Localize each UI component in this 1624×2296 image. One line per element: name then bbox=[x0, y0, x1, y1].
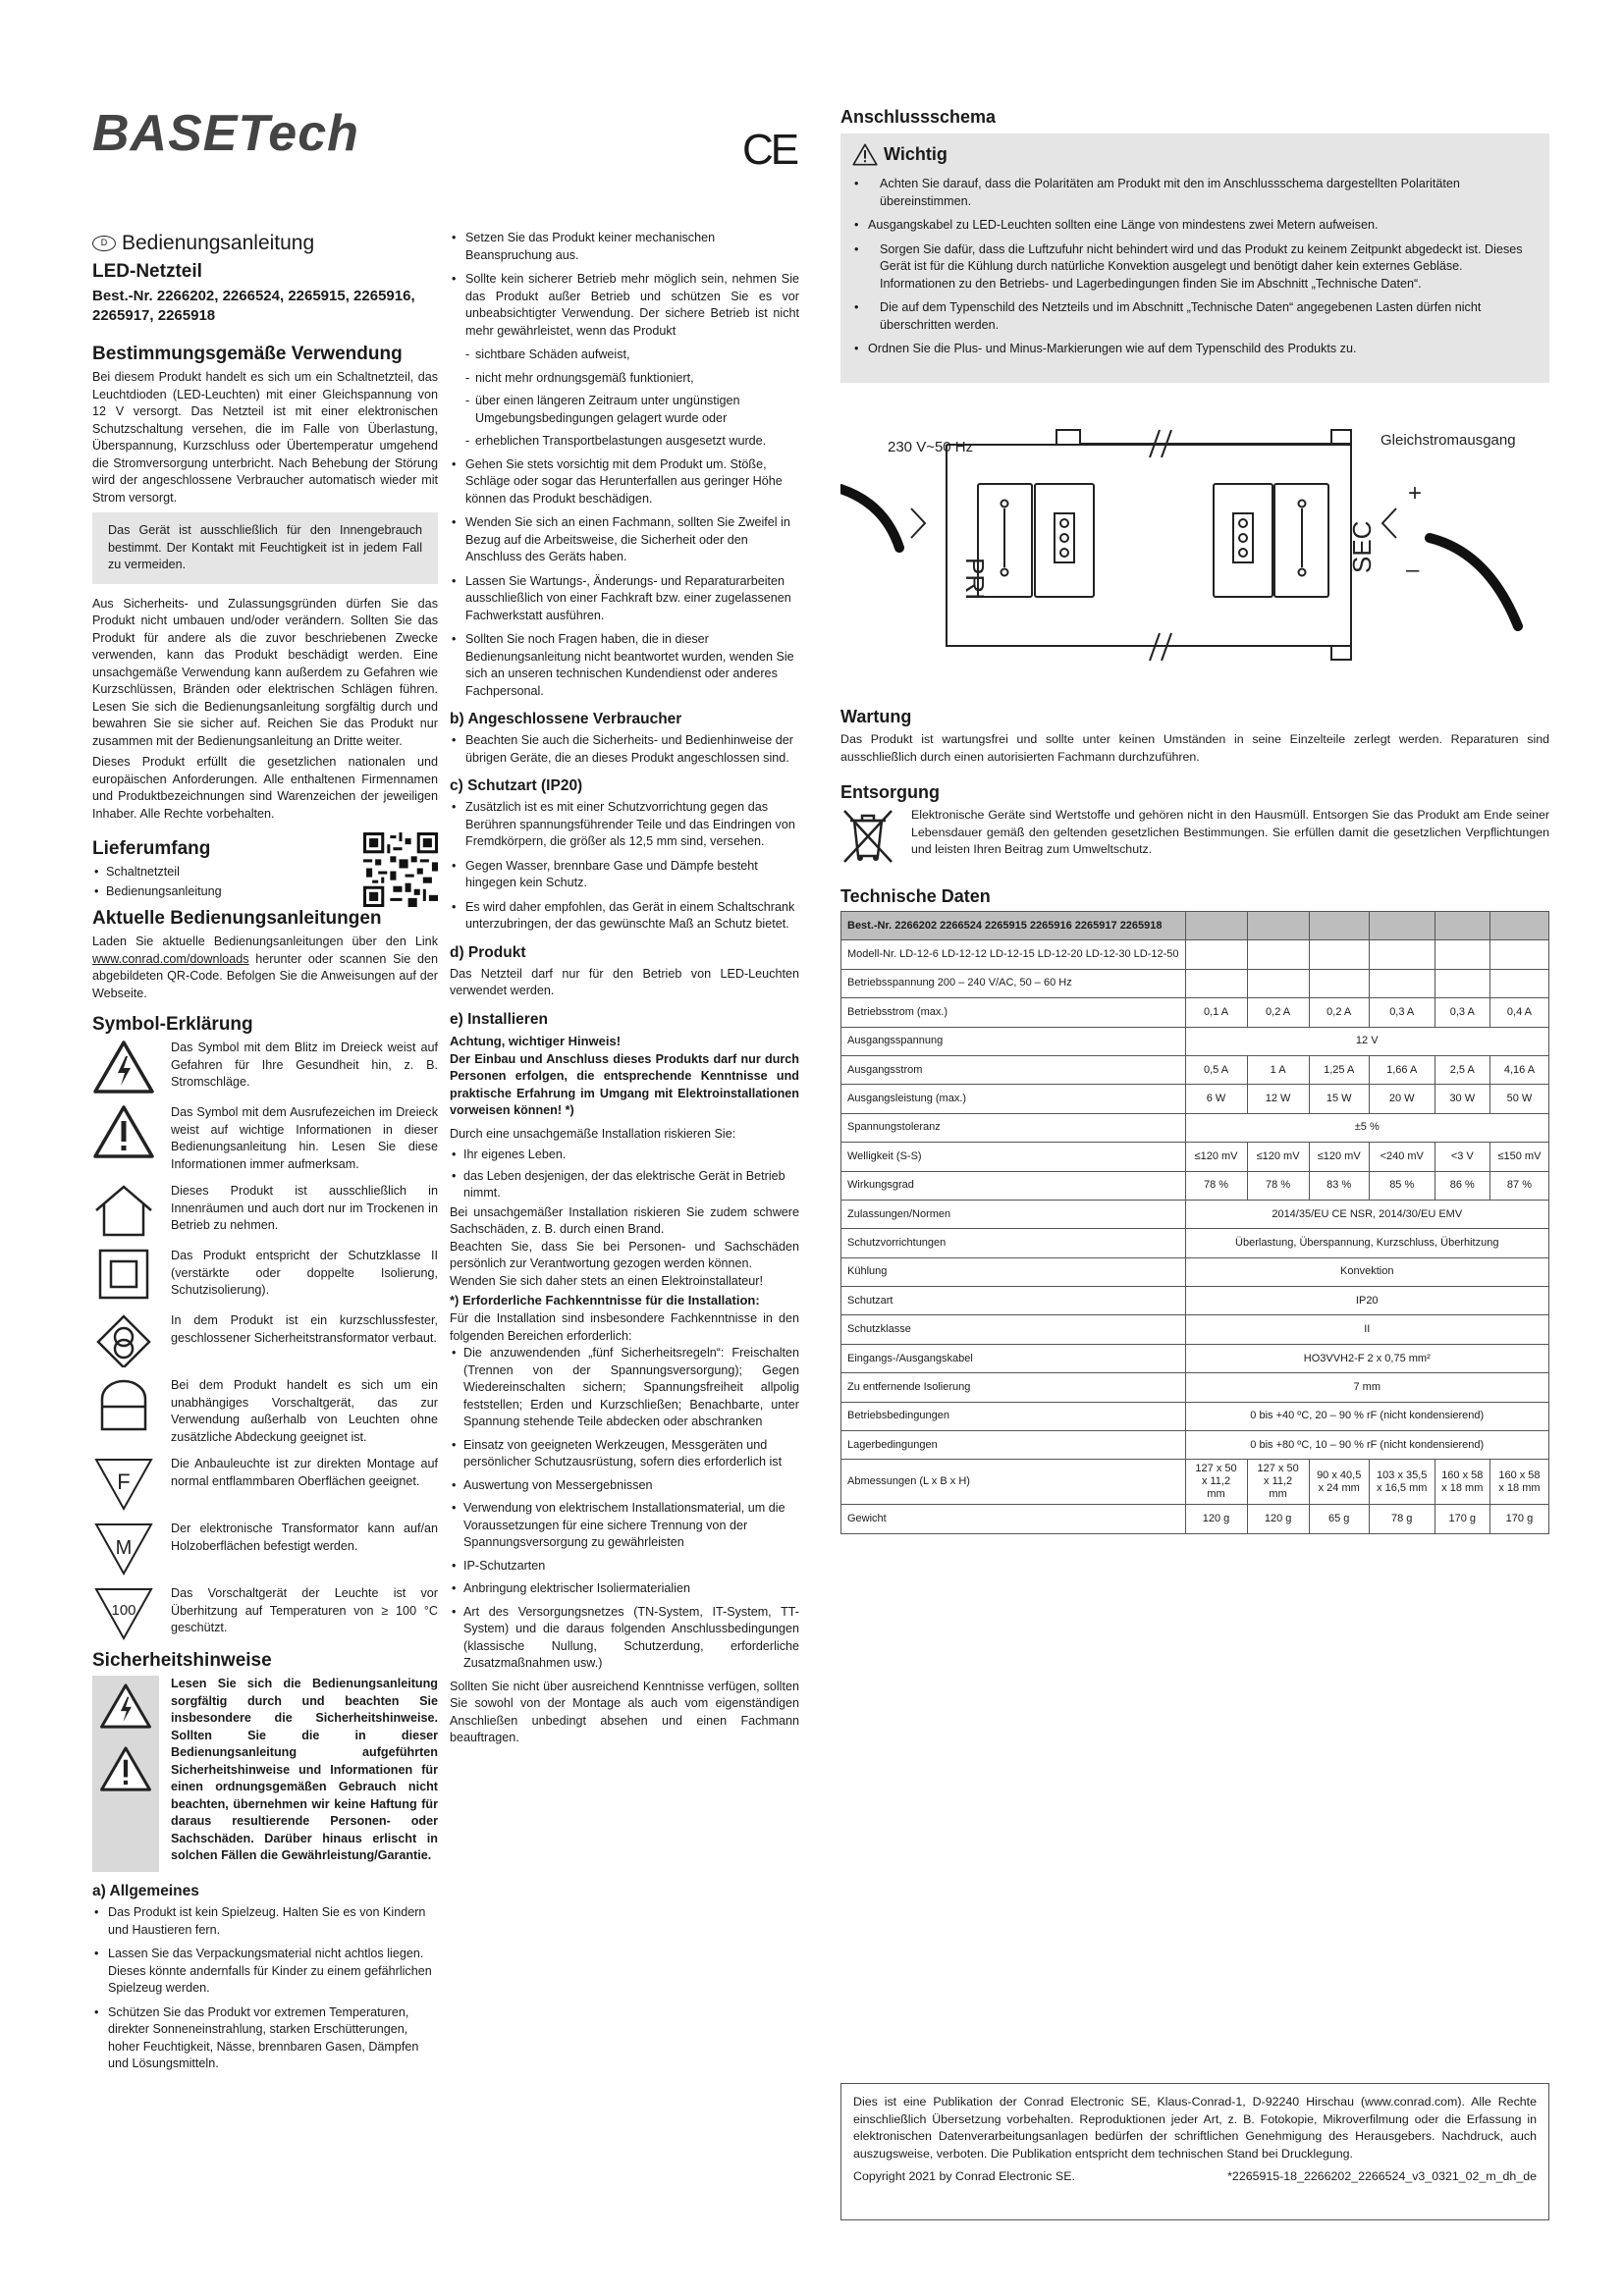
table-cell: ≤120 mV bbox=[1185, 1143, 1247, 1171]
table-cell: 12 V bbox=[1185, 1027, 1549, 1055]
table-cell: Schutzklasse bbox=[841, 1315, 1186, 1344]
table-cell: Schutzart bbox=[841, 1287, 1186, 1315]
table-cell: 20 W bbox=[1369, 1085, 1435, 1113]
logo-text: BASETech bbox=[92, 105, 359, 162]
language-de-icon: D bbox=[92, 236, 116, 251]
table-cell bbox=[1309, 969, 1369, 997]
manual-title: Bedienungsanleitung bbox=[122, 232, 315, 254]
table-cell bbox=[1435, 940, 1489, 969]
independent-ballast-icon bbox=[92, 1377, 155, 1432]
list-item: • Art des Versorgungsnetzes (TN-System, IT-System, TT-System) und die daraus folgenden Anschlussbedingungen (klassische Nullung, Schutzerdung, erforderliche Zusatzmaßnahmen usw.) bbox=[450, 1604, 799, 1673]
safety-text: Lesen Sie sich die Bedienungsanleitung sorgfältig durch und beachten Sie insbesondere die Sicherheitshinweise. Sollten Sie die in dieser Bedienungsanleitung aufgeführten Sicherheitshinweise und Informationen für einen ordnungsgemäßen Gebrauch nicht beachten, übernehmen wir keine Haftung für daraus resultierende Personen- oder Sachschäden. Darüber hinaus erlischt in solchen Fällen die Gewährleistung/Garantie. bbox=[171, 1677, 438, 1862]
general-list bbox=[92, 1904, 438, 2073]
symbol-item: Das Symbol mit dem Blitz im Dreieck weist auf Gefahren für Ihre Gesundheit hin, z. B. Stromschläge. bbox=[92, 1040, 438, 1095]
requirements-list bbox=[450, 1345, 799, 1673]
requirements-heading: *) Erforderliche Fachkenntnisse für die Installation: bbox=[450, 1293, 760, 1308]
table-row bbox=[841, 1143, 1549, 1171]
list-item: • Setzen Sie das Produkt keiner mechanischen Beanspruchung aus. bbox=[450, 230, 799, 264]
table-row bbox=[841, 1344, 1549, 1372]
exclamation-triangle-icon bbox=[852, 143, 878, 166]
svg-text:230 V~50 Hz: 230 V~50 Hz bbox=[888, 439, 974, 455]
table-cell: 120 g bbox=[1185, 1505, 1247, 1533]
symbol-item: 100 Das Vorschaltgerät der Leuchte ist vor Überhitzung auf Temperaturen von ≥ 100 °C geschützt. bbox=[92, 1585, 438, 1640]
house-icon bbox=[92, 1183, 155, 1238]
list-item: • Achten Sie darauf, dass die Polaritäten am Produkt mit den im Anschlussschema dargestellten Polaritäten übereinstimmen. bbox=[852, 176, 1538, 210]
svg-text:–: – bbox=[1406, 557, 1420, 583]
indoor-note-box bbox=[92, 512, 438, 584]
table-cell: 0,4 A bbox=[1489, 998, 1548, 1027]
column-right bbox=[840, 106, 1549, 1534]
general-list-cont bbox=[450, 230, 799, 340]
table-cell: 0,3 A bbox=[1435, 998, 1489, 1027]
table-row bbox=[841, 1171, 1549, 1200]
table-cell: Schutzvorrichtungen bbox=[841, 1229, 1186, 1257]
brand-logo bbox=[92, 105, 438, 179]
symbols-heading: Symbol-Erklärung bbox=[92, 1014, 253, 1035]
table-cell: Gewicht bbox=[841, 1505, 1186, 1533]
table-cell: 0,1 A bbox=[1185, 998, 1247, 1027]
list-item: • Die anzuwendenden „fünf Sicherheitsregeln“: Freischalten (Trennen von der Spannungsversorgung); Gegen Wiedereinschalten sichern; Spannungsfreiheit allpolig feststellen; Erden und Kurzschließen; Benachbarte, unter Spannung stehende Teile abdecken oder abschranken bbox=[450, 1345, 799, 1431]
table-row bbox=[841, 1257, 1549, 1286]
table-header-row bbox=[841, 912, 1549, 940]
current-manuals-text: Laden Sie aktuelle Bedienungsanleitungen über den Link www.conrad.com/downloads herunter oder scannen Sie den abgebildeten QR-Code. Befolgen Sie die Anweisungen auf der Webseite. bbox=[92, 934, 438, 1000]
table-cell: 4,16 A bbox=[1489, 1055, 1548, 1084]
table-cell: Betriebsstrom (max.) bbox=[841, 998, 1186, 1027]
table-cell: 160 x 58 x 18 mm bbox=[1489, 1460, 1548, 1505]
table-row bbox=[841, 1287, 1549, 1315]
list-item: • Lassen Sie das Verpackungsmaterial nicht achtlos liegen. Dieses könnte andernfalls für Kinder zu einem gefährlichen Spielzeug werden. bbox=[92, 1946, 438, 1998]
condition-sublist bbox=[450, 347, 799, 451]
table-row bbox=[841, 969, 1549, 997]
list-item: • Bedienungsanleitung bbox=[92, 883, 438, 901]
table-cell: Lagerbedingungen bbox=[841, 1431, 1186, 1460]
table-cell: 1,25 A bbox=[1309, 1055, 1369, 1084]
table-cell: 65 g bbox=[1309, 1505, 1369, 1533]
list-item: • Sorgen Sie dafür, dass die Luftzufuhr nicht behindert wird und das Produkt zu keinem Zeitpunkt abgedeckt ist. Dieses Gerät ist für die Kühlung durch natürliche Konvektion ausgelegt und benötigt daher kein externes Gebläse. Informationen zu den Betriebs- und Lagerbedingungen finden Sie im Abschnitt „Technische Daten“. bbox=[852, 241, 1538, 294]
symbol-item: Das Produkt entspricht der Schutzklasse II (verstärkte oder doppelte Isolierung, Schutzisolierung). bbox=[92, 1248, 438, 1303]
table-cell: 127 x 50 x 11,2 mm bbox=[1185, 1460, 1247, 1505]
safety-box bbox=[92, 1676, 438, 1872]
indoor-note-text: Das Gerät ist ausschließlich für den Innengebrauch bestimmt. Der Kontakt mit Feuchtigkeit ist in jedem Fall zu vermeiden. bbox=[108, 523, 422, 571]
table-cell: 127 x 50 x 11,2 mm bbox=[1247, 1460, 1309, 1505]
list-item: • Ordnen Sie die Plus- und Minus-Markierungen wie auf dem Typenschild des Produkts zu. bbox=[852, 341, 1538, 358]
copyright-text: Copyright 2021 by Conrad Electronic SE. bbox=[853, 2169, 1075, 2183]
table-cell: 2,5 A bbox=[1435, 1055, 1489, 1084]
table-cell bbox=[1247, 912, 1309, 940]
table-cell: Wirkungsgrad bbox=[841, 1171, 1186, 1200]
table-row bbox=[841, 1055, 1549, 1084]
table-cell: 50 W bbox=[1489, 1085, 1548, 1113]
table-row bbox=[841, 1460, 1549, 1505]
table-cell bbox=[1309, 912, 1369, 940]
symbol-item: M Der elektronische Transformator kann auf/an Holzoberflächen befestigt werden. bbox=[92, 1521, 438, 1575]
symbol-item: F Die Anbauleuchte ist zur direkten Montage auf normal entflammbaren Oberflächen geeignet. bbox=[92, 1456, 438, 1511]
current-manuals-heading: Aktuelle Bedienungsanleitungen bbox=[92, 908, 382, 929]
table-cell: Zulassungen/Normen bbox=[841, 1200, 1186, 1228]
table-row bbox=[841, 1315, 1549, 1344]
table-cell: 0,2 A bbox=[1247, 998, 1309, 1027]
table-row bbox=[841, 1505, 1549, 1533]
table-cell: ≤150 mV bbox=[1489, 1143, 1548, 1171]
table-cell bbox=[1185, 912, 1247, 940]
intended-use-text: Bei diesem Produkt handelt es sich um ein Schaltnetzteil, das Leuchtdioden (LED-Leuchten) mit einer Gleichspannung von 12 V versorgt. Das Netzteil ist mit einer elektronischen Schutzschaltung versehen, die im Falle von Überlastung, Überspannung, Kurzschluss oder Übertemperatur umgehend die Stromversorgung unterbricht. Nach Behebung der Störung wird der angeschlossene Verbraucher automatisch wieder mit Strom versorgt. bbox=[92, 370, 438, 505]
symbol-item: Dieses Produkt ist ausschließlich in Innenräumen und auch dort nur im Trockenen in Betrieb zu nehmen. bbox=[92, 1183, 438, 1238]
column-left bbox=[92, 0, 438, 2080]
table-cell: Abmessungen (L x B x H) bbox=[841, 1460, 1186, 1505]
table-cell bbox=[1435, 969, 1489, 997]
table-cell bbox=[1369, 969, 1435, 997]
table-cell: Konvektion bbox=[1185, 1257, 1549, 1286]
table-cell: <240 mV bbox=[1369, 1143, 1435, 1171]
table-row bbox=[841, 998, 1549, 1027]
svg-text:SEC: SEC bbox=[1347, 520, 1377, 573]
important-title: Wichtig bbox=[884, 144, 947, 164]
table-cell: 78 % bbox=[1185, 1171, 1247, 1200]
table-cell: 170 g bbox=[1435, 1505, 1489, 1533]
column-middle: • Setzen Sie das Produkt keiner mechanischen Beanspruchung aus. • Sollte kein sicherer Betrieb mehr möglich sein, nehmen Sie das Produkt außer Betrieb und schützen Sie es vor unbeabsichtigter Verwendung. Der sichere Betrieb ist nicht mehr gewährleistet, wenn das Produkt - sichtbare Schäden aufweist, - nicht mehr ordnungsgemäß funktioniert, - über einen längeren Zeitraum unter ungünstigen Umgebungsbedingungen gelagert wurde oder - erheblichen Transportbelastungen ausgesetzt wurde. • Gehen Sie stets vorsichtig mit dem Produkt um. Stöße, Schläge oder sogar das Herunterfallen aus geringer Höhe können das Produkt beschädigen. • Wenden Sie sich an einen Fachmann, sollten Sie Zweifel in Bezug auf die Arbeitsweise, die Sicherheit oder den Anschluss des Geräts haben. • Lassen Sie Wartungs-, Änderungs- und Reparaturarbeiten ausschließlich von einer Fachkraft bzw. einer zugelassenen Fachwerkstatt ausführen. • Sollten Sie noch Fragen haben, die in dieser Bedienungsanleitung nicht beantwortet wurden, wenden Sie sich an unseren technischen Kundendienst oder anderes Fachpersonal. b) Angeschlossene Verbraucher • Beachten Sie auch die Sicherheits- und Bedienhinweise der übrigen Geräte, die an dieses Produkt angeschlossen sind. c) Schutzart (IP20) • Zusätzlich ist es mit einer Schutzvorrichtung gegen das Berühren spannungsführender Teile und das Eindringen von Fremdkörpern, die größer als 12,5 mm sind, versehen. • Gegen Wasser, brennbare Gase und Dämpfe besteht hingegen kein Schutz. • Es wird daher empfohlen, das Gerät in einem Schaltschrank unterzubringen, der das gewünschte Maß an Schutz bietet. d) Produkt Das Netzteil darf nur für den Betrieb von LED-Leuchten verwendet werden. e) Installieren Achtung, wichtiger Hinweis! Der Einbau und Anschluss dieses Produkts darf nur durch Personen erfolgen, die entsprechende Kenntnisse und praktische Erfahrung im Umgang mit Elektroinstallationen vorweisen können! *) Durch eine unsachgemäße Installation riskieren Sie: • Ihr eigenes Leben. • das Leben desjenigen, der das elektrische Gerät in Betrieb nimmt. Bei unsachgemäßer Installation riskieren Sie zudem schwere Sachschäden, z. B. durch einen Brand. Beachten Sie, dass Sie bei Personen- und Sachschäden persönlich zur Verantwortung gezogen werden können. Wenden Sie sich daher stets an einen Elektroinstallateur! *) Erforderliche Fachkenntnisse für die Installation: Für die Installation sind insbesondere Fachkenntnisse in den folgenden Bereichen erforderlich: • Die anzuwendenden „fünf Sicherheitsregeln“: Freischalten (Trennen von der Spannungsversorgung); Gegen Wiedereinschalten sichern; Spannungsfreiheit allpolig feststellen; Erden und Kurzschließen; Benachbarte, unter Spannung stehende Teile abdecken oder abschranken • Einsatz von geeigneten Werkzeugen, Messgeräten und persönlicher Schutzausrüstung, sofern dies erforderlich ist • Auswertung von Messergebnissen • Verwendung von elektrischem Installationsmaterial, um die Voraussetzungen für eine sichere Trennung von der Spannungsversorgung zu gewährleisten • IP-Schutzarten • Anbringung elektrischer Isoliermaterialien • Art des Versorgungsnetzes (TN-System, IT-System, TT-System) und die daraus folgenden Anschlussbedingungen (klassische Nullung, Schutzerdung, erforderliche Zusatzmaßnahmen usw.) Sollten Sie nicht über ausreichend Kenntnisse verfügen, sollten Sie sowohl von der Montage als auch vom eigenständigen Anschließen unbedingt absehen und einen Fachmann beauftragen. bbox=[450, 230, 799, 1747]
list-item: • Verwendung von elektrischem Installationsmaterial, um die Voraussetzungen für eine sichere Trennung von der Spannungsversorgung zu gewährleisten bbox=[450, 1500, 799, 1552]
table-cell bbox=[1369, 912, 1435, 940]
document-code: *2265915-18_2266202_2266524_v3_0321_02_m_dh_de bbox=[1227, 2169, 1537, 2183]
table-cell: Modell-Nr. LD-12-6 LD-12-12 LD-12-15 LD-12-20 LD-12-30 LD-12-50 bbox=[841, 940, 1186, 969]
table-cell: 78 % bbox=[1247, 1171, 1309, 1200]
symbols-list bbox=[92, 1040, 438, 1640]
table-cell bbox=[1185, 940, 1247, 969]
table-cell: Welligkeit (S-S) bbox=[841, 1143, 1186, 1171]
table-cell: Zu entfernende Isolierung bbox=[841, 1373, 1186, 1402]
f-mark-icon bbox=[92, 1456, 155, 1511]
table-cell: Betriebsspannung 200 – 240 V/AC, 50 – 60 Hz bbox=[841, 969, 1186, 997]
list-item: • Beachten Sie auch die Sicherheits- und Bedienhinweise der übrigen Geräte, die an dieses Produkt angeschlossen sind. bbox=[450, 732, 799, 767]
safety-heading: Sicherheitshinweise bbox=[92, 1650, 272, 1671]
table-cell: Spannungstoleranz bbox=[841, 1113, 1186, 1142]
list-item: • Ausgangskabel zu LED-Leuchten sollten eine Länge von mindestens zwei Metern aufweisen. bbox=[852, 217, 1538, 235]
publisher-text: Dies ist eine Publikation der Conrad Electronic SE, Klaus-Conrad-1, D-92240 Hirschau (www.conrad.com). Alle Rechte einschließlich Übersetzung vorbehalten. Reproduktionen jeder Art, z. B. Fotokopie, Mikroverfilmung oder die Erfassung in elektronischen Datenverarbeitungsanlagen bedürfen der schriftlichen Genehmigung des Herausgebers. Nachdruck, auch auszugsweise, verboten. Die Publikation entspricht dem technischen Stand bei Drucklegung. bbox=[853, 2095, 1537, 2161]
table-cell: 0,3 A bbox=[1369, 998, 1435, 1027]
install-warning: Achtung, wichtiger Hinweis! bbox=[450, 1033, 622, 1048]
table-row bbox=[841, 1431, 1549, 1460]
table-cell: 83 % bbox=[1309, 1171, 1369, 1200]
table-cell: 87 % bbox=[1489, 1171, 1548, 1200]
maintenance-heading: Wartung bbox=[840, 707, 912, 726]
table-cell: ±5 % bbox=[1185, 1113, 1549, 1142]
list-item: • Wenden Sie sich an einen Fachmann, sollten Sie Zweifel in Bezug auf die Arbeitsweise, die Sicherheit oder den Anschluss des Geräts haben. bbox=[450, 514, 799, 566]
intended-use-heading: Bestimmungsgemäße Verwendung bbox=[92, 344, 403, 364]
table-cell: 2014/35/EU CE NSR, 2014/30/EU EMV bbox=[1185, 1200, 1549, 1228]
wiring-diagram bbox=[840, 400, 1549, 695]
install-bold-text: Der Einbau und Anschluss dieses Produkts darf nur durch Personen erfolgen, die entsprechende Kenntnisse und praktische Erfahrung im Umgang mit Elektroinstallationen vorweisen können! *) bbox=[450, 1051, 799, 1117]
important-box bbox=[840, 133, 1549, 383]
product-title: LED-Netzteil bbox=[92, 261, 202, 282]
list-item: - nicht mehr ordnungsgemäß funktioniert, bbox=[450, 370, 799, 388]
table-cell: ≤120 mV bbox=[1309, 1143, 1369, 1171]
table-cell: 170 g bbox=[1489, 1505, 1548, 1533]
svg-text:100: 100 bbox=[111, 1602, 136, 1619]
table-cell: Betriebsbedingungen bbox=[841, 1402, 1186, 1430]
short-circuit-proof-transformer-icon bbox=[92, 1312, 155, 1367]
table-cell bbox=[1185, 969, 1247, 997]
table-cell: ≤120 mV bbox=[1247, 1143, 1309, 1171]
table-cell: 120 g bbox=[1247, 1505, 1309, 1533]
table-cell: 7 mm bbox=[1185, 1373, 1549, 1402]
list-item: • Anbringung elektrischer Isoliermaterialien bbox=[450, 1580, 799, 1598]
table-cell: 160 x 58 x 18 mm bbox=[1435, 1460, 1489, 1505]
table-cell: 12 W bbox=[1247, 1085, 1309, 1113]
table-cell: 85 % bbox=[1369, 1171, 1435, 1200]
table-cell: 1 A bbox=[1247, 1055, 1309, 1084]
table-cell: 86 % bbox=[1435, 1171, 1489, 1200]
protection-class-ii-icon bbox=[92, 1248, 155, 1303]
table-cell: Ausgangsspannung bbox=[841, 1027, 1186, 1055]
list-item: • Auswertung von Messergebnissen bbox=[450, 1477, 799, 1495]
important-list bbox=[852, 176, 1538, 358]
general-list-cont-2 bbox=[450, 456, 799, 701]
list-item: • Sollten Sie noch Fragen haben, die in dieser Bedienungsanleitung nicht beantwortet wurden, wenden Sie sich an unseren technischen Kundendienst oder anderes Fachpersonal. bbox=[450, 631, 799, 700]
list-item: • Einsatz von geeigneten Werkzeugen, Messgeräten und persönlicher Schutzausrüstung, sofern dies erforderlich ist bbox=[450, 1437, 799, 1471]
list-item: • Sollte kein sicherer Betrieb mehr möglich sein, nehmen Sie das Produkt außer Betrieb und schützen Sie es vor unbeabsichtigter Verwendung. Der sichere Betrieb ist nicht mehr gewährleistet, wenn das Produkt bbox=[450, 271, 799, 340]
list-item: • Die auf dem Typenschild des Netzteils und im Abschnitt „Technische Daten“ angegebenen Lasten dürfen nicht überschritten werden. bbox=[852, 299, 1538, 334]
list-item: • IP-Schutzarten bbox=[450, 1558, 799, 1575]
table-row bbox=[841, 1200, 1549, 1228]
product-heading: d) Produkt bbox=[450, 943, 526, 961]
list-item: • Zusätzlich ist es mit einer Schutzvorrichtung gegen das Berühren spannungsführender Teile und das Eindringen von Fremdkörpern, die größer als 12,5 mm sind, versehen. bbox=[450, 799, 799, 851]
table-cell: 0,5 A bbox=[1185, 1055, 1247, 1084]
disposal-heading: Entsorgung bbox=[840, 782, 940, 802]
table-cell: 15 W bbox=[1309, 1085, 1369, 1113]
table-row bbox=[841, 940, 1549, 969]
table-cell: Kühlung bbox=[841, 1257, 1186, 1286]
table-cell: 90 x 40,5 x 24 mm bbox=[1309, 1460, 1369, 1505]
svg-text:+: + bbox=[1408, 480, 1423, 507]
table-row bbox=[841, 1113, 1549, 1142]
svg-text:F: F bbox=[117, 1469, 131, 1494]
connected-devices-heading: b) Angeschlossene Verbraucher bbox=[450, 711, 682, 727]
table-cell: Überlastung, Überspannung, Kurzschluss, Überhitzung bbox=[1185, 1229, 1549, 1257]
table-cell: 78 g bbox=[1369, 1505, 1435, 1533]
crossed-bin-icon bbox=[840, 807, 895, 866]
list-item: • Das Produkt ist kein Spielzeug. Halten Sie es von Kindern und Haustieren fern. bbox=[92, 1904, 438, 1939]
disposal-text: Elektronische Geräte sind Wertstoffe und gehören nicht in den Hausmüll. Entsorgen Sie das Produkt am Ende seiner Lebensdauer gemäß den geltenden gesetzlichen Bestimmungen. Sie erfüllen damit die gesetzlichen Verpflichtungen und leisten Ihren Beitrag zum Umweltschutz. bbox=[911, 808, 1549, 856]
order-number: Best.-Nr. 2266202, 2266524, 2265915, 2265916, 2265917, 2265918 bbox=[92, 288, 415, 324]
scope-heading: Lieferumfang bbox=[92, 838, 211, 859]
list-item: • Gehen Sie stets vorsichtig mit dem Produkt um. Stöße, Schläge oder sogar das Herunterfallen aus geringer Höhe können das Produkt beschädigen. bbox=[450, 456, 799, 508]
symbol-item: Bei dem Produkt handelt es sich um ein unabhängiges Vorschaltgerät, das zur Verwendung außerhalb von Leuchten ohne zusätzliche Abdeckung geeignet ist. bbox=[92, 1377, 438, 1446]
symbol-item: Das Symbol mit dem Ausrufezeichen im Dreieck weist auf wichtige Informationen in dieser Bedienungsanleitung hin. Lesen Sie diese Informationen immer aufmerksam. bbox=[92, 1104, 438, 1173]
svg-text:Gleichstromausgang: Gleichstromausgang bbox=[1380, 432, 1516, 449]
list-item: - über einen längeren Zeitraum unter ungünstigen Umgebungsbedingungen gelagert wurde oder bbox=[450, 393, 799, 427]
table-cell bbox=[1247, 969, 1309, 997]
table-row bbox=[841, 1085, 1549, 1113]
list-item: - erheblichen Transportbelastungen ausgesetzt wurde. bbox=[450, 433, 799, 451]
exclamation-triangle-icon bbox=[92, 1104, 155, 1159]
intended-use-text-2: Aus Sicherheits- und Zulassungsgründen dürfen Sie das Produkt nicht umbauen und/oder verändern. Sollten Sie das Produkt für andere als die zuvor beschriebenen Zwecke verwenden, kann das Produkt beschädigt werden. Eine unsachgemäße Verwendung kann außerdem zu Gefahren wie Kurzschlüssen, Bränden oder elektrischen Schlägen führen. Lesen Sie sich die Bedienungsanleitung sorgfältig durch und bewahren Sie sie sicher auf. Reichen Sie das Produkt nur zusammen mit der Bedienungsanleitung an Dritte weiter. bbox=[92, 596, 438, 748]
m-mark-icon bbox=[92, 1521, 155, 1575]
temperature-100-icon bbox=[92, 1585, 155, 1640]
list-item: • Schaltnetzteil bbox=[92, 864, 438, 881]
table-cell: 1,66 A bbox=[1369, 1055, 1435, 1084]
table-cell: IP20 bbox=[1185, 1287, 1549, 1315]
table-cell: 0 bis +80 ºC, 10 – 90 % rF (nicht kondensierend) bbox=[1185, 1431, 1549, 1460]
tech-table bbox=[840, 911, 1549, 1534]
lightning-triangle-icon bbox=[92, 1040, 155, 1095]
exclamation-triangle-icon bbox=[99, 1744, 152, 1793]
table-cell: HO3VVH2-F 2 x 0,75 mm² bbox=[1185, 1344, 1549, 1372]
table-cell bbox=[1489, 969, 1548, 997]
table-row bbox=[841, 1229, 1549, 1257]
table-cell bbox=[1489, 940, 1548, 969]
list-item: • Gegen Wasser, brennbare Gase und Dämpfe besteht hingegen kein Schutz. bbox=[450, 858, 799, 892]
table-cell: Ausgangsleistung (max.) bbox=[841, 1085, 1186, 1113]
list-item: - sichtbare Schäden aufweist, bbox=[450, 347, 799, 364]
table-cell: 30 W bbox=[1435, 1085, 1489, 1113]
qr-code-icon[interactable] bbox=[363, 832, 438, 907]
install-heading: e) Installieren bbox=[450, 1010, 548, 1028]
lightning-triangle-icon bbox=[99, 1682, 152, 1731]
table-row bbox=[841, 1027, 1549, 1055]
table-cell: 0,2 A bbox=[1309, 998, 1369, 1027]
safety-icons-panel bbox=[92, 1676, 159, 1872]
product-text: Das Netzteil darf nur für den Betrieb von LED-Leuchten verwendet werden. bbox=[450, 966, 799, 997]
publisher-footer bbox=[840, 2083, 1549, 2220]
table-cell bbox=[1435, 912, 1489, 940]
ip20-heading: c) Schutzart (IP20) bbox=[450, 777, 583, 794]
table-cell bbox=[1247, 940, 1309, 969]
tech-heading: Technische Daten bbox=[840, 886, 991, 906]
table-cell bbox=[1369, 940, 1435, 969]
intended-use-text-3: Dieses Produkt erfüllt die gesetzlichen nationalen und europäischen Anforderungen. Alle enthaltenen Firmennamen und Produktbezeichnungen sind Warenzeichen der jeweiligen Inhaber. Alle Rechte vorbehalten. bbox=[92, 755, 438, 821]
wiring-heading: Anschlussschema bbox=[840, 107, 997, 127]
maintenance-text: Das Produkt ist wartungsfrei und sollte unter keinen Umständen in seine Einzelteile zerlegt werden. Reparaturen sind ausschließlich durch einen autorisierten Fachmann durchzuführen. bbox=[840, 732, 1549, 764]
svg-text:PRI: PRI bbox=[960, 558, 990, 601]
list-item: • das Leben desjenigen, der das elektrische Gerät in Betrieb nimmt. bbox=[450, 1168, 799, 1202]
table-row bbox=[841, 1402, 1549, 1430]
list-item: • Ihr eigenes Leben. bbox=[450, 1147, 799, 1164]
install-final-text: Sollten Sie nicht über ausreichend Kenntnisse verfügen, sollten Sie sowohl von der Montage als auch vom eigenständigen Anschließen unbedingt absehen und einen Fachmann beauftragen. bbox=[450, 1679, 799, 1744]
general-heading: a) Allgemeines bbox=[92, 1883, 199, 1899]
table-cell: <3 V bbox=[1435, 1143, 1489, 1171]
table-cell: 0 bis +40 ºC, 20 – 90 % rF (nicht kondensierend) bbox=[1185, 1402, 1549, 1430]
table-cell: II bbox=[1185, 1315, 1549, 1344]
svg-text:M: M bbox=[115, 1537, 133, 1559]
ce-mark: CE bbox=[742, 126, 797, 174]
list-item: • Lassen Sie Wartungs-, Änderungs- und Reparaturarbeiten ausschließlich von einer Fachkraft bzw. einer zugelassenen Fachwerkstatt ausführen. bbox=[450, 573, 799, 625]
table-cell: Ausgangsstrom bbox=[841, 1055, 1186, 1084]
table-row bbox=[841, 1373, 1549, 1402]
table-cell bbox=[1309, 940, 1369, 969]
list-item: • Schützen Sie das Produkt vor extremen Temperaturen, direkter Sonneneinstrahlung, starken Erschütterungen, hoher Feuchtigkeit, Nässe, brennbaren Gasen, Dämpfen und Lösungsmitteln. bbox=[92, 2004, 438, 2073]
list-item: • Es wird daher empfohlen, das Gerät in einem Schaltschrank unterzubringen, der das gewünschte Maß an Schutz bietet. bbox=[450, 899, 799, 934]
table-cell bbox=[1489, 912, 1548, 940]
table-cell: 6 W bbox=[1185, 1085, 1247, 1113]
table-cell: Eingangs-/Ausgangskabel bbox=[841, 1344, 1186, 1372]
table-cell: 103 x 35,5 x 16,5 mm bbox=[1369, 1460, 1435, 1505]
table-cell: Best.-Nr. 2266202 2266524 2265915 2265916 2265917 2265918 bbox=[841, 912, 1186, 940]
downloads-link[interactable]: www.conrad.com/downloads bbox=[92, 951, 249, 966]
symbol-item: In dem Produkt ist ein kurzschlussfester, geschlossener Sicherheitstransformator verbaut. bbox=[92, 1312, 438, 1367]
